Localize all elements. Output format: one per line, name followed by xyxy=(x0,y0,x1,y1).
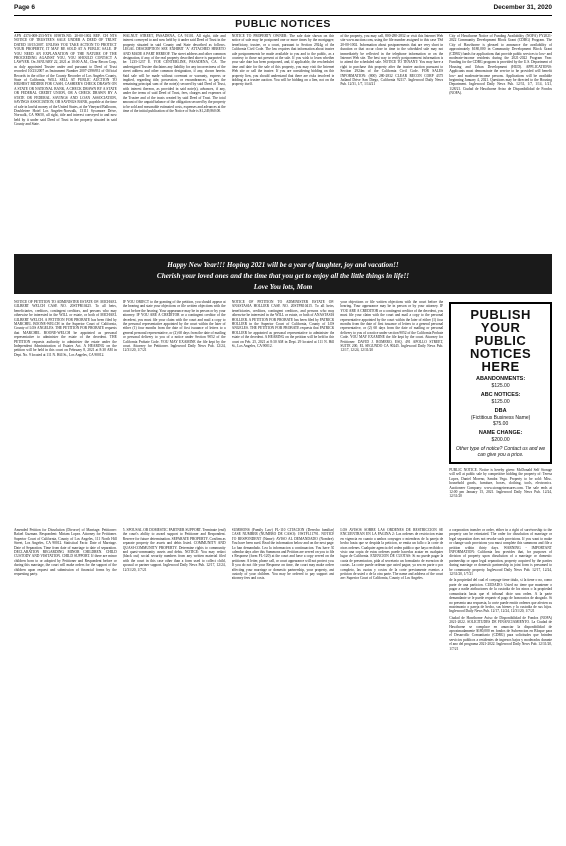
notice-text: of the property, you may call, 800-280-2832 or visit this Internet Web site www.auction.com, using the file number assigned to this case TS# 20-00-1002. Information about postponements that are very short in duration or that occur close in time to the scheduled sale may not immediately be reflected in the telephone information or on the Internet Web site. The best way to verify postponement information is to attend the scheduled sale. NOTICE TO TENANT: You may have a right to purchase this property after the trustee auction pursuant to Section 2924m of the California Civil Code. FOR SALES INFORMATION: (800) 280-2832 CLEAR RECON CORP 4375 Jutland Drive San Diego, California 92117. Inglewood Daily News Pub. 12/31, 1/7, 1/14/21 xyxy=(340,34,444,87)
notice-text: IF YOU OBJECT to the granting of the petition, you should appear at the hearing and state your objections or file written objections with the court before the hearing. Your appearance may be in person or by your attorney. IF YOU ARE A CREDITOR or a contingent creditor of the decedent, you must file your claim with the court and mail a copy to the personal representative appointed by the court within the later of either (1) four months from the date of first issuance of letters to a general personal representative, or (2) 60 days from the date of mailing or personal delivery to you of a notice under Section 9052 of the California Probate Code. YOU MAY EXAMINE the file kept by the court. Attorney for Petitioner. Inglewood Daily News Pub. 12/24, 12/31/20, 1/7/21 xyxy=(122,300,226,353)
notice-text: LOS AVISOS SOBRE LAS ORDENES DE RESTRICCION SE ENCUENTRAN EN LA PAGINA 2: Las ordenes de restriccion estan en vigencia en cuanto a ambos conyuges o miembros de la pareja de hecho hasta que se despida la peticion, se emita un fallo o la corte de otras ordenes. Cualquier agencia del orden publico que haya recibido o visto una copia de estas ordenes puede hacerlas acatar en cualquier lugar de California. EXENCION DE CUOTAS: Si no puede pagar la cuota de presentacion, pida al secretario un formulario de exencion de cuotas. La corte puede ordenar que usted pague, ya sea en parte o por completo, las cuotas y costos de la corte previamente exentos a peticion de usted o de la otra parte. The name and address of the court are: Superior Court of California, County of Los Angeles. xyxy=(340,528,444,581)
ad-abandonments-price: $125.00 xyxy=(491,383,510,389)
ad-headline-1: PUBLISH xyxy=(470,307,531,322)
notice-text: NOTICE TO PROPERTY OWNER: The sale date shown on this notice of sale may be postponed one or more times by the mortgagee, beneficiary, trustee, or a court, pursuant to Section 2924g of the California Civil Code. The law requires that information about trustee sale postponements be made available to you and to the public, as a courtesy to those not present at the sale. If you wish to learn whether your sale date has been postponed, and, if applicable, the rescheduled time and date for the sale of this property, you may visit the Internet Web site or call the trustee. If you are considering bidding on this property lien, you should understand that there are risks involved in bidding at a trustee auction. You will be bidding on a lien, not on the property itself. xyxy=(231,34,335,87)
notice-column xyxy=(340,528,443,840)
notice-text: your objections or file written objections with the court before the hearing. Your appearance may be in person or by your attorney. IF YOU ARE A CREDITOR or a contingent creditor of the decedent, you must file your claim with the court and mail a copy to the personal representative appointed by the court within the later of either (1) four months from the date of first issuance of letters to a general personal representative, or (2) 60 days from the date of mailing or personal delivery to you of a notice under section 9052 of the California Probate Code. YOU MAY EXAMINE the file kept by the court. Attorney for Petitioner: DAVID J. ROMERO, ESQ. 491 APOLLO STREET, SUITE 200, EL SEGUNDO CA 90245. Inglewood Daily News Pub. 12/17, 12/24, 12/31/20 xyxy=(340,300,444,353)
notice-column xyxy=(449,300,552,522)
notice-text: Amended Petition for Dissolution (Divorce) of Marriage. Petitioner: Rafael Guzman. Respondent: Miriam Lopez. Attorney for Petitioner. Superior Court of California, County of Los Angeles, 111 North Hill Street, Los Angeles, CA 90012. Statistical Facts: Date of Marriage. Date of Separation. Time from date of marriage to date of separation. DECLARATION REGARDING MINOR CHILDREN. CHILD CUSTODY AND VISITATION. CHILD SUPPORT. If there are minor children born to or adopted by Petitioner and Respondent before or during this marriage, the court will make orders for the support of the children upon request and submission of financial forms by the requesting party. xyxy=(14,528,117,577)
notice-column xyxy=(14,34,117,252)
notice-text: a corporation transfer or order, either in a right of survivorship to the property can be reinstated. The order for dissolution of marriage or legal separation does not revoke such provisions. If you want to make or change such provisions you must complete this summons and file a petition within thirty days. WARNING - IMPORTANT INFORMATION: California law provides that, for purposes of division of property upon dissolution of a marriage or domestic partnership or upon legal separation, property acquired by the parties during marriage or domestic partnership in joint form is presumed to be community property. Inglewood Daily News Pub. 12/17, 12/24, 12/31/20, 1/7/21 xyxy=(449,528,552,577)
notice-text: de la propiedad del cual el conyuge tiene titulo, si la tiene o no, como parte de una particion. CUIDADO: Usted no tiene que mantener o pagar a nadie atribuciones de la custodia de los ninos o la propiedad comunitaria hasta que el tribunal dicte una orden. A la parte demandante se le puede requerir el pago de honorarios de abogado. Si no presenta una respuesta, la corte puede emitir ordenes que afecten su matrimonio o pareja de hecho, sus bienes y la custodia de sus hijos. Inglewood Daily News Pub. 12/17, 12/24, 12/31/20, 1/7/21 xyxy=(449,578,552,614)
notice-text: PUBLIC NOTICE. Notice is hereby given: McDonald Self Storage will sell at public sale by competitive bidding the property of: Teresa Lopez, Daniel Moreno, Sandra Vega. Property to be sold: Misc. household goods, furniture, boxes, clothing, tools, electronics. Auctioneer Company: www.storagetreasures.com. The sale ends at 12:00 pm January 15, 2021. Inglewood Daily News Pub. 12/24, 12/31/20 xyxy=(449,468,552,499)
notice-text: City of Hawthorne Notice of Funding Availability (NOFA) FY2021-2022 Community Development Block Grant (CDBG) Program. The City of Hawthorne is pleased to announce the availability of approximately $180,000 in Community Development Block Grant (CDBG) funds for applications that provide public services to low- and moderate-income residents during the 2021-2022 Program Year. Funding for the CDBG program is provided by the U.S. Department of Housing and Urban Development (HUD). APPLICATIONS: Applicants must demonstrate the service to be provided will benefit low- and moderate-income persons. Applications will be available beginning January 4, 2021. Questions may be directed to the Housing Department. Inglewood Daily News Pub. 12/31, 1/7, 1/14, 1/21, 1/28/21. Ciudad de Hawthorne Aviso de Disponibilidad de Fondos (NOFA). xyxy=(449,34,552,96)
notice-column xyxy=(340,300,443,522)
ad-headline-4: NOTICES xyxy=(469,346,532,361)
notice-column xyxy=(123,34,226,252)
ad-dba-label: DBA xyxy=(494,408,507,414)
notice-column xyxy=(232,300,335,522)
notice-column xyxy=(123,528,226,840)
new-year-line-1: Happy New Year!!! Hoping 2021 will be a year of laughter, joy and vacation!! xyxy=(167,261,399,269)
issue-date: December 31, 2020 xyxy=(493,4,552,11)
new-year-line-2: Cherish your loved ones and the time that you get to enjoy all the little things in life!! xyxy=(156,272,410,280)
publish-notices-ad xyxy=(449,302,552,464)
new-year-line-3: Love You lots, Mom xyxy=(253,283,313,291)
notice-column xyxy=(232,34,335,252)
notice-text: WALNUT STREET, PASADENA, CA 91101. All right, title and interest conveyed to and now held by it under said Deed of Trust in the property situated in said County and State described as follows. LEGAL DESCRIPTION SEE EXHIBIT 'A' ATTACHED HERETO AND MADE A PART HEREOF. The street address and other common designation, if any, of the real property described above is purported to be: 1235-1237 E. YOE CENTERLINE, PASADENA, CA. The undersigned Trustee disclaims any liability for any incorrectness of the street address and other common designation, if any, shown herein. Said sale will be made without covenant or warranty, express or implied, regarding title, possession, or encumbrances, to pay the remaining principal sum of the note(s) secured by said Deed of Trust, with interest thereon, as provided in said note(s), advances, if any, under the terms of said Deed of Trust, fees, charges and expenses of the Trustee and of the trusts created by said Deed of Trust. The total amount of the unpaid balance of the obligation secured by the property to be sold and reasonable estimated costs, expenses and advances at the time of the initial publication of the Notice of Sale is $1,249,860.00. xyxy=(122,34,226,113)
notice-text: Ciudad de Hawthorne Aviso de Disponibilidad de Fondos (NOFA) 2021-2022. SOLICITUDES DE FINANCIAMIENTO. La Ciudad de Hawthorne se complace en anunciar la disponibilidad de aproximadamente $180,000 en fondos de Subvencion en Bloque para el Desarrollo Comunitario (CDBG) para solicitudes que brinden servicios publicos a residentes de ingresos bajos y moderados durante el ano del programa 2021-2022. Inglewood Daily News Pub. 12/31/20, 1/7/21 xyxy=(449,615,552,651)
new-year-message xyxy=(14,254,552,294)
ad-abc-label: ABC NOTICES: xyxy=(480,392,521,398)
notice-text: APN 4374-008-253-NTS 0198TS.NO. 20-00-1002 REF. CH NTS NOTICE OF TRUSTEE'S SALE UNDER A DEED OF TRUST DATED 10/15/2007. UNLESS YOU TAKE ACTION TO PROTECT YOUR PROPERTY, IT MAY BE SOLD AT A PUBLIC SALE. IF YOU NEED AN EXPLANATION OF THE NATURE OF THE PROCEEDING AGAINST YOU, YOU SHOULD CONTACT A LAWYER. On JANUARY 22, 2021 at 10:00 A.M., Clear Recon Corp, as duly appointed Trustee under and pursuant to Deed of Trust recorded 10/23/2007 as Instrument Number 2007-2396931 of Official Records in the office of the County Recorder of Los Angeles County, State of California, WILL SELL AT PUBLIC AUCTION TO HIGHEST BIDDER FOR CASH, CASHIER'S CHECK DRAWN ON A STATE OR NATIONAL BANK, A CHECK DRAWN BY A STATE OR FEDERAL CREDIT UNION, OR A CHECK DRAWN BY A STATE OR FEDERAL SAVINGS AND LOAN ASSOCIATION, SAVINGS ASSOCIATION, OR SAVINGS BANK, payable at the time of sale in lawful money of the United States, at the Vineyard Ballroom, Doubletree Hotel Los Angeles-Norwalk, 13111 Sycamore Drive, Norwalk, CA 90650, all right, title and interest conveyed to and now held by it under said Deed of Trust in the property situated in said County and State. xyxy=(14,34,117,127)
ad-headline-5: HERE xyxy=(481,359,520,374)
notice-column xyxy=(14,300,117,522)
ad-abc-price: $125.00 xyxy=(491,399,510,405)
notice-column xyxy=(232,528,335,840)
page-number: Page 6 xyxy=(14,4,35,11)
page-header xyxy=(14,4,552,14)
ad-dba-price: $75.00 xyxy=(492,421,509,427)
notice-text: SUMMONS (Family Law) FL-110 CITACION (Derecho familiar) CASE NUMBER (NUMERO DE CASO): 19STFL11791. NOTICE TO RESPONDENT (Name): AVISO AL DEMANDADO (Nombre). You have been sued. Read the information below and on the next page. Lo han demandado. Lea la informacion a continuacion. You have 30 calendar days after this Summons and Petition are served on you to file a Response (form FL-120) at the court and have a copy served on the petitioner. A letter, phone call, or court appearance will not protect you. If you do not file your Response on time, the court may make orders affecting your marriage or domestic partnership, your property, and custody of your children. You may be ordered to pay support and attorney fees and costs. xyxy=(231,528,335,581)
notice-column xyxy=(340,34,443,252)
ad-name-change-label: NAME CHANGE: xyxy=(478,430,523,436)
ad-headline-2: YOUR xyxy=(480,320,521,335)
notice-column xyxy=(14,528,117,840)
notices-row-2 xyxy=(14,300,552,522)
notice-text: NOTICE OF PETITION TO ADMINISTER ESTATE OF: MICHAEL GILBERT WELCH CASE NO. 20STPB10425. To all heirs, beneficiaries, creditors, contingent creditors, and persons who may otherwise be interested in the WILL or estate, or both of MICHAEL GILBERT WELCH. A PETITION FOR PROBATE has been filed by MARCHEL BOONE-WELCH in the Superior Court of California, County of LOS ANGELES. THE PETITION FOR PROBATE requests that MARCHEL BOONE-WELCH be appointed as personal representative to administer the estate of the decedent. THE PETITION requests authority to administer the estate under the Independent Administration of Estates Act. A HEARING on the petition will be held in this court on February 8, 2021 at 8:30 AM in Dept. No. 9 located at 111 N. Hill St., Los Angeles, CA 90012. xyxy=(14,300,117,357)
ad-headline-3: PUBLIC xyxy=(474,333,527,348)
notices-row-3 xyxy=(14,528,552,840)
notices-row-1 xyxy=(14,34,552,252)
ad-name-change-price: $200.00 xyxy=(491,437,510,443)
notice-column xyxy=(123,300,226,522)
ad-other-note: Other type of notice? Contact us and we can give you a price. xyxy=(455,446,546,458)
notice-column xyxy=(449,528,552,840)
ad-abandonments-label: ABANDONMENTS: xyxy=(475,376,526,382)
section-title: PUBLIC NOTICES xyxy=(14,15,552,33)
notice-text: NOTICE OF PETITION TO ADMINISTER ESTATE OF: ANASTASIA HOLLIER CASE NO. 20STPB10415. To all heirs, beneficiaries, creditors, contingent creditors, and persons who may otherwise be interested in the WILL or estate, or both of ANASTASIA HOLLIER. A PETITION FOR PROBATE has been filed by PATRICK HOLLIER in the Superior Court of California, County of LOS ANGELES. THE PETITION FOR PROBATE requests that PATRICK HOLLIER be appointed as personal representative to administer the estate of the decedent. A HEARING on the petition will be held in this court on Feb. 25, 2021 at 8:30 AM in Dept. 29 located at 111 N. Hill St., Los Angeles, CA 90012. xyxy=(231,300,335,349)
ad-dba-sub: (Fictitious Business Name) xyxy=(470,415,531,421)
notice-text: 5. SPOUSAL OR DOMESTIC PARTNER SUPPORT. Terminate (end) the court's ability to award support to Petitioner and Respondent. Reserve for future determination. SEPARATE PROPERTY. Confirm as separate property the assets and debts listed. COMMUNITY AND QUASI-COMMUNITY PROPERTY. Determine rights to community and quasi-community assets and debts. NOTICE: You may redact (black out) social security numbers from any written material filed with the court in this case other than a form used to collect child, spousal or partner support. Inglewood Daily News Pub. 12/17, 12/24, 12/31/20, 1/7/21 xyxy=(122,528,226,572)
notice-column xyxy=(449,34,552,252)
